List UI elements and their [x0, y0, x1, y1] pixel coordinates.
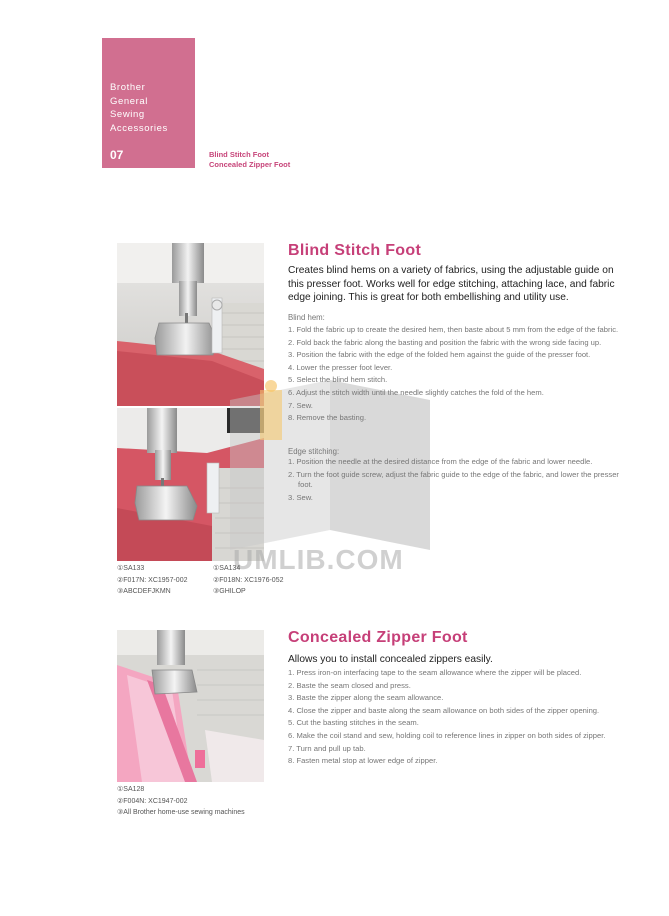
blind-stitch-codes-left [117, 563, 187, 598]
brand-line: Sewing [110, 109, 145, 120]
list-item: 2. Turn the foot guide screw, adjust the fabric guide to the edge of the fabric, and lower the presser foot. [288, 469, 619, 490]
blind-stitch-codes-right [213, 563, 283, 598]
list-item: 6. Adjust the stitch width until the needle slightly catches the fold of the hem. [288, 387, 544, 397]
list-item: 8. Fasten metal stop at lower edge of zipper. [288, 756, 438, 766]
toc-item: Concealed Zipper Foot [209, 160, 291, 169]
product-code: ③All Brother home-use sewing machines [117, 809, 245, 816]
product-code: ②F004N: XC1947-002 [117, 797, 188, 805]
product-code: ③GHILOP [213, 588, 246, 595]
brand-line: General [110, 95, 148, 107]
watermark-text: UMLIB.COM [233, 544, 404, 575]
product-code: ②F018N: XC1976-052 [213, 576, 284, 584]
toc-item: Blind Stitch Foot [209, 150, 269, 159]
page-number: 07 [110, 148, 124, 162]
product-code: ①SA133 [117, 565, 145, 572]
concealed-zipper-codes [117, 784, 245, 819]
product-code: ③ABCDEFJKMN [117, 588, 171, 595]
list-item: 1. Position the needle at the desired distance from the edge of the fabric and lower needle. [288, 457, 593, 466]
list-item: 8. Remove the basting. [288, 413, 367, 423]
list-item: 6. Make the coil stand and sew, holding coil to reference lines in zipper on both sides of zipper. [288, 730, 606, 740]
list-item: 2. Fold back the fabric along the basting and position the fabric with the wrong side facing up. [288, 337, 602, 347]
blind-hem-label: Blind hem: [288, 313, 325, 322]
brand-title [110, 81, 168, 135]
blind-hem-steps [288, 325, 626, 426]
concealed-zipper-title: Concealed Zipper Foot [288, 629, 468, 646]
product-code: ①SA128 [117, 786, 145, 793]
list-item: 1. Press iron-on interfacing tape to the seam allowance where the zipper will be placed. [288, 668, 582, 677]
brand-line: Accessories [110, 122, 168, 134]
list-item: 5. Cut the basting stitches in the seam. [288, 718, 419, 728]
list-item: 4. Lower the presser foot lever. [288, 362, 393, 372]
blind-stitch-intro: Creates blind hems on a variety of fabrics, using the adjustable guide on this presser foot. Works well for edge stitching, attaching lace, and fabric edge joining. This is great for both embellishing and utility use. [288, 265, 615, 303]
list-item: 7. Turn and pull up tab. [288, 743, 366, 753]
brand-line: Brother [110, 82, 146, 93]
blind-stitch-title: Blind Stitch Foot [288, 242, 422, 259]
list-item: 2. Baste the seam closed and press. [288, 680, 411, 690]
concealed-zipper-intro: Allows you to install concealed zippers easily. [288, 654, 493, 665]
list-item: 4. Close the zipper and baste along the seam allowance on both sides of the zipper opening. [288, 705, 600, 715]
list-item: 7. Sew. [288, 400, 313, 410]
edge-stitching-steps [288, 457, 626, 506]
table-of-contents [209, 150, 290, 170]
section-header-box [102, 38, 195, 168]
concealed-zipper-photo [117, 630, 264, 782]
product-code: ②F017N: XC1957-002 [117, 576, 188, 584]
list-item: 5. Select the blind hem stitch. [288, 375, 388, 385]
list-item: 3. Baste the zipper along the seam allowance. [288, 693, 444, 703]
list-item: 3. Sew. [288, 492, 313, 502]
edge-stitching-label: Edge stitching: [288, 447, 340, 456]
concealed-zipper-steps [288, 668, 626, 769]
product-code: ①SA134 [213, 565, 241, 572]
list-item: 3. Position the fabric with the edge of the folded hem against the guide of the presser foot. [288, 350, 591, 360]
list-item: 1. Fold the fabric up to create the desired hem, then baste about 5 mm from the edge of the fabric. [288, 325, 619, 334]
